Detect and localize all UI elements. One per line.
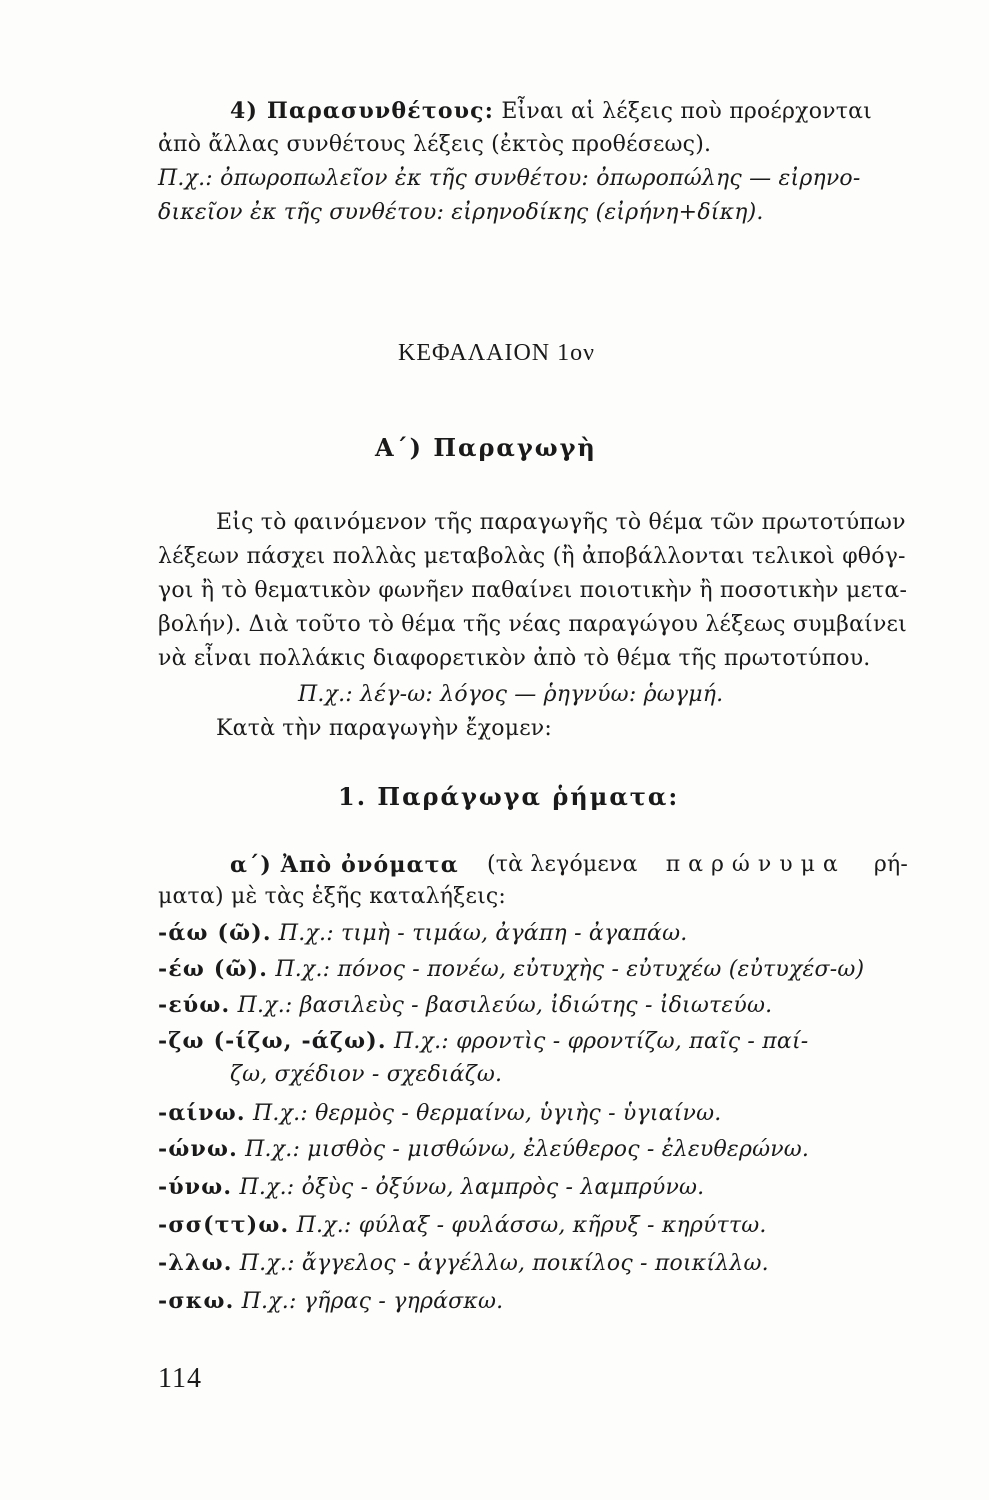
ending-row-6 <box>158 1134 809 1165</box>
ending-row-4 <box>158 1026 808 1057</box>
intro-example: Π.χ.: λέγ-ω: λόγος — ῥηγνύω: ῥωγμή. <box>298 682 724 707</box>
intro-line-2 <box>158 542 908 572</box>
section4-line1 <box>230 96 872 127</box>
intro-text-2: λέξεων πάσχει πολλὰς μεταβολὰς (ἢ ἀποβάλλονται τελικοὶ φθόγ- <box>158 544 906 569</box>
ending-example: Π.χ.: ἄγγελος - ἀγγέλλω, ποικίλος - ποικίλλω. <box>239 1251 769 1276</box>
ending-example: Π.χ.: γῆρας - γηράσκω. <box>241 1289 504 1314</box>
ending-row-9 <box>158 1248 769 1279</box>
ending-suffix: -σκω. <box>158 1288 235 1314</box>
section4-example1 <box>158 164 861 194</box>
ending-example: Π.χ.: τιμὴ - τιμάω, ἀγάπη - ἀγαπάω. <box>278 921 688 946</box>
intro-line-4 <box>158 610 908 640</box>
page-number: 114 <box>158 1363 202 1394</box>
ending-suffix: -ύνω. <box>158 1174 233 1200</box>
ending-row-7 <box>158 1172 704 1203</box>
intro-line-3 <box>158 576 908 606</box>
ending-example: Π.χ.: μισθὸς - μισθώνω, ἐλεύθερος - ἐλευθερώνω. <box>245 1137 810 1162</box>
section1-a-text1: (τὰ λεγόμενα <box>486 852 638 877</box>
ending-suffix: -εύω. <box>158 992 231 1018</box>
section1-a-spaced: παρώνυμα <box>665 852 846 877</box>
ending-row-3 <box>158 990 772 1021</box>
ending-row-5 <box>158 1098 721 1129</box>
section1-heading: 1. Παράγωγα ῥήματα: <box>338 782 680 811</box>
ending-row-10 <box>158 1286 503 1317</box>
ending-row-8 <box>158 1210 767 1241</box>
example-prefix: Π.χ.: <box>158 166 213 191</box>
intro-line-5: νὰ εἶναι πολλάκις διαφορετικὸν ἀπὸ τὸ θέμα τῆς πρωτοτύπου. <box>158 646 871 671</box>
section1-a-line1 <box>230 850 908 880</box>
intro-kata: Κατὰ τὴν παραγωγὴν ἔχομεν: <box>216 716 552 741</box>
ending-example: Π.χ.: ὀξὺς - ὀξύνω, λαμπρὸς - λαμπρύνω. <box>239 1175 705 1200</box>
ending-example: Π.χ.: φύλαξ - φυλάσσω, κῆρυξ - κηρύττω. <box>296 1213 767 1238</box>
ending-suffix: -σσ(ττ)ω. <box>158 1212 290 1238</box>
chapter-heading: Α΄) Παραγωγὴ <box>375 433 597 462</box>
section4-line3 <box>158 164 908 194</box>
ending-suffix: -έω (ῶ). <box>158 956 269 982</box>
intro-text-1: Εἰς τὸ φαινόμενον τῆς παραγωγῆς τὸ θέμα τῶν πρωτοτύπων <box>216 510 906 535</box>
ending-row-4-cont: ζω, σχέδιον - σχεδιάζω. <box>230 1062 503 1087</box>
ending-suffix: -άω (ῶ). <box>158 920 272 946</box>
section4-label: 4) Παρασυνθέτους: <box>230 98 495 124</box>
ending-suffix: -ώνω. <box>158 1136 238 1162</box>
section1-a-text2: ρή- <box>873 852 908 877</box>
section4-line2: ἀπὸ ἄλλας συνθέτους λέξεις (ἐκτὸς προθέσεως). <box>158 132 712 157</box>
intro-line-1 <box>216 508 908 538</box>
ending-example: Π.χ.: φροντὶς - φροντίζω, παῖς - παί- <box>393 1029 809 1054</box>
intro-text-4: βολήν). Διὰ τοῦτο τὸ θέμα τῆς νέας παραγώγου λέξεως συμβαίνει <box>158 612 907 637</box>
ending-row-1 <box>158 918 687 949</box>
ending-example: Π.χ.: βασιλεὺς - βασιλεύω, ἰδιώτης - ἰδιωτεύω. <box>237 993 773 1018</box>
section4-text1: Εἶναι αἱ λέξεις ποὺ προέρχονται <box>501 99 872 124</box>
ending-example: Π.χ.: πόνος - πονέω, εὐτυχὴς - εὐτυχέω (εὐτυχέσ-ω) <box>275 957 865 982</box>
section1-a-line2: ματα) μὲ τὰς ἑξῆς καταλήξεις: <box>158 884 507 909</box>
section4-line4: δικεῖον ἐκ τῆς συνθέτου: εἰρηνοδίκης (εἰρήνη+δίκη). <box>158 200 764 225</box>
ending-row-2 <box>158 954 864 985</box>
chapter-title: ΚΕΦΑΛΑΙΟΝ 1ον <box>398 340 595 366</box>
ending-example: Π.χ.: θερμὸς - θερμαίνω, ὑγιὴς - ὑγιαίνω. <box>252 1101 722 1126</box>
intro-text-3: γοι ἢ τὸ θεματικὸν φωνῆεν παθαίνει ποιοτικὴν ἢ ποσοτικὴν μετα- <box>158 578 908 603</box>
section1-a-label: α΄) Ἀπὸ ὀνόματα <box>230 852 459 878</box>
ending-suffix: -αίνω. <box>158 1100 246 1126</box>
ending-suffix: -λλω. <box>158 1250 233 1276</box>
ending-suffix: -ζω (-ίζω, -άζω). <box>158 1028 387 1054</box>
example-text: ὀπωροπωλεῖον ἐκ τῆς συνθέτου: ὀπωροπώλης — εἰρηνο- <box>220 166 861 191</box>
